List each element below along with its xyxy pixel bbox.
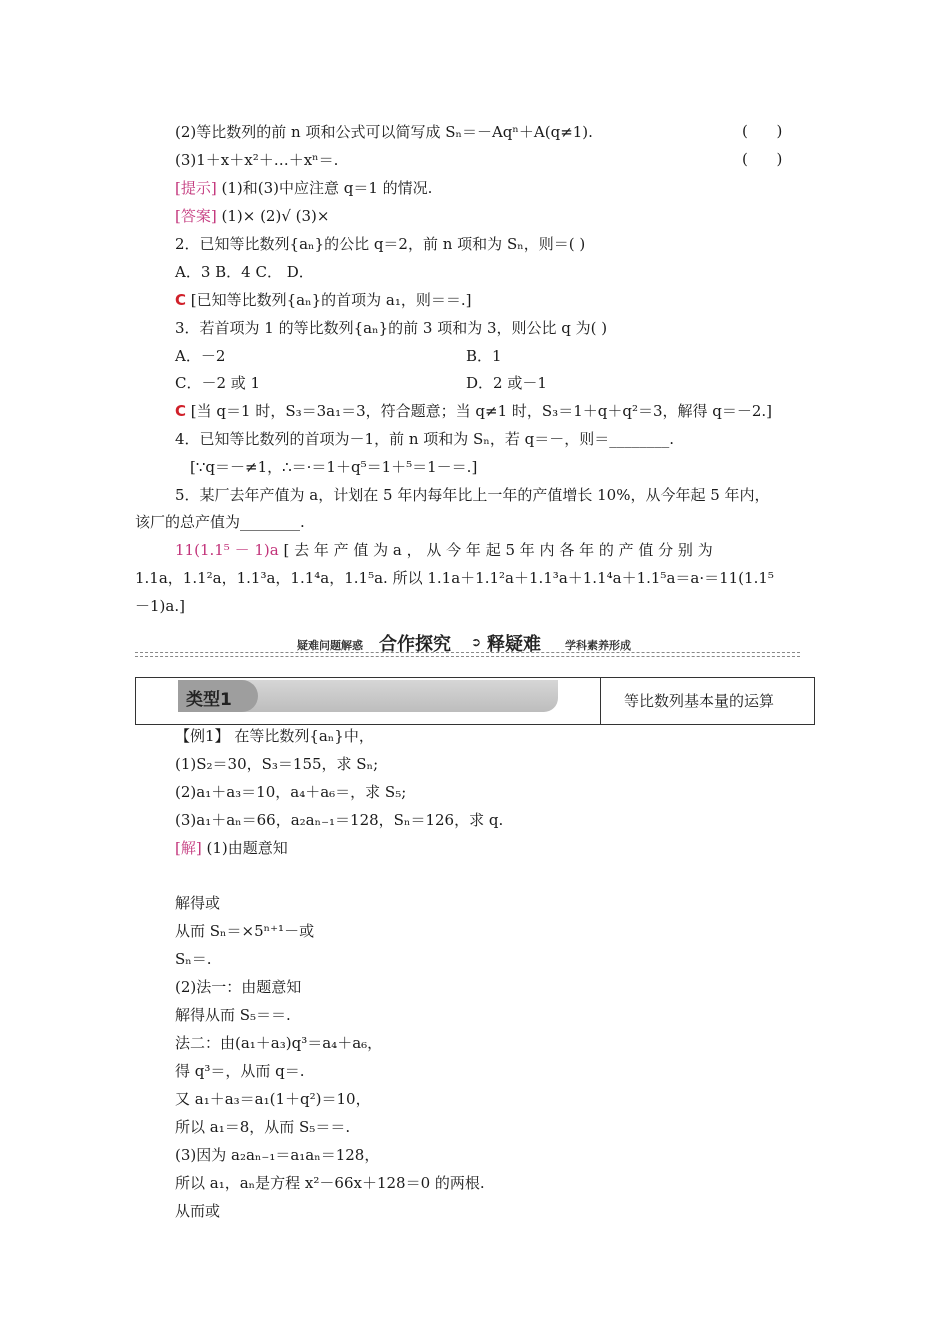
banner-rule	[135, 656, 800, 657]
type-tab	[178, 680, 558, 712]
answer-blank-2[interactable]: ( )	[742, 122, 783, 140]
solution-line: 从而或	[175, 1202, 221, 1220]
answer-explanation: [ 去 年 产 值 为 a ， 从 今 年 起 5 年 内 各 年 的 产 值 分 别 为	[278, 541, 713, 559]
type-label: 类型1	[186, 690, 232, 710]
question-5-answer-2: 1.1a，1.1²a，1.1³a，1.1⁴a，1.1⁵a. 所以 1.1a＋1.1²a＋1.1³a＋1.1⁴a＋1.1⁵a＝a·＝11(1.1⁵	[135, 569, 774, 587]
solution-intro: (1)由题意知	[201, 839, 288, 857]
option-b: B．1	[466, 347, 502, 365]
solution-line: 又 a₁＋a₃＝a₁(1＋q²)＝10，	[175, 1090, 371, 1108]
hint-tag: [提示]	[175, 179, 217, 197]
solution-heading	[175, 838, 288, 858]
statement-2: (2)等比数列的前 n 项和公式可以简写成 Sₙ＝－Aqⁿ＋A(q≠1).	[175, 123, 593, 141]
solution-line: (2)法一：由题意知	[175, 978, 302, 996]
hint-line	[175, 178, 432, 198]
solution-line: 解得从而 S₅＝＝.	[175, 1006, 291, 1024]
hint-text: (1)和(3)中应注意 q＝1 的情况.	[216, 179, 433, 197]
solution-line: 所以 a₁＝8，从而 S₅＝＝.	[175, 1118, 351, 1136]
example-part-2: (2)a₁＋a₃＝10，a₄＋a₆＝，求 S₅;	[175, 783, 407, 801]
answer-line	[175, 206, 329, 226]
banner-title-1: 合作探究	[379, 634, 451, 655]
example-part-1: (1)S₂＝30，S₃＝155，求 Sₙ;	[175, 755, 379, 773]
question-4: 4．已知等比数列的首项为－1，前 n 项和为 Sₙ，若 q＝－，则＝________.	[175, 430, 674, 448]
option-d: D．2 或－1	[466, 374, 547, 392]
solution-line: 从而 Sₙ＝×5ⁿ⁺¹－或	[175, 922, 315, 940]
statement-3: (3)1＋x＋x²＋…＋xⁿ＝.	[175, 151, 339, 169]
question-5-line-2: 该厂的总产值为________.	[135, 513, 305, 531]
question-4-answer: [∵q＝－≠1，∴＝·＝1＋q⁵＝1＋⁵＝1－＝.]	[190, 458, 478, 476]
answer-text: (1)× (2)√ (3)×	[216, 207, 330, 225]
banner-rule	[135, 652, 800, 653]
solution-tag: [解]	[175, 839, 202, 857]
question-2-answer	[175, 290, 472, 310]
example-intro: 在等比数列{aₙ}中，	[229, 727, 374, 745]
banner-right-text: 学科素养形成	[565, 639, 631, 652]
question-2-options: A．3 B．4 C． D．	[175, 263, 314, 281]
banner-left-text: 疑难问题解惑	[297, 639, 363, 652]
section-banner	[135, 632, 800, 658]
option-c: C．－2 或 1	[175, 374, 261, 392]
question-5-answer-3: －1)a.]	[135, 597, 185, 615]
banner-title-2: 释疑难	[487, 634, 541, 655]
question-3: 3．若首项为 1 的等比数列{aₙ}的前 3 项和为 3，则公比 q 为( )	[175, 319, 608, 337]
answer-value: 11(1.1⁵ － 1)a	[175, 541, 279, 559]
solution-line: 解得或	[175, 894, 221, 912]
solution-line: Sₙ＝.	[175, 950, 212, 968]
answer-explanation: [当 q＝1 时，S₃＝3a₁＝3，符合题意；当 q≠1 时，S₃＝1＋q＋q²＝3，解得 q＝－2.]	[186, 402, 773, 420]
solution-line: 得 q³＝，从而 q＝.	[175, 1062, 305, 1080]
option-a: A．－2	[175, 347, 226, 365]
banner-arrow-icon: ➲	[471, 635, 482, 649]
solution-line: (3)因为 a₂aₙ₋₁＝a₁aₙ＝128，	[175, 1146, 380, 1164]
question-5-line-1: 5．某厂去年产值为 a，计划在 5 年内每年比上一年的产值增长 10%，从今年起 5 年内，	[175, 486, 770, 504]
solution-line: 所以 a₁，aₙ是方程 x²－66x＋128＝0 的两根.	[175, 1174, 485, 1192]
answer-letter: C	[175, 402, 187, 420]
solution-line: 法二：由(a₁＋a₃)q³＝a₄＋a₆，	[175, 1034, 383, 1052]
question-2: 2．已知等比数列{aₙ}的公比 q＝2，前 n 项和为 Sₙ，则＝( )	[175, 235, 586, 253]
type-box-divider	[600, 678, 601, 724]
type-box	[135, 677, 815, 725]
question-3-answer	[175, 401, 772, 421]
type-title: 等比数列基本量的运算	[624, 692, 775, 710]
answer-letter: C	[175, 291, 187, 309]
example-tag: 【例1】	[175, 727, 230, 745]
example-part-3: (3)a₁＋aₙ＝66，a₂aₙ₋₁＝128，Sₙ＝126，求 q.	[175, 811, 504, 829]
answer-explanation: [已知等比数列{aₙ}的首项为 a₁，则＝＝.]	[186, 291, 472, 309]
answer-blank-3[interactable]: ( )	[742, 150, 783, 168]
example-heading	[175, 726, 374, 746]
question-5-answer-1	[175, 540, 713, 560]
answer-tag: [答案]	[175, 207, 217, 225]
